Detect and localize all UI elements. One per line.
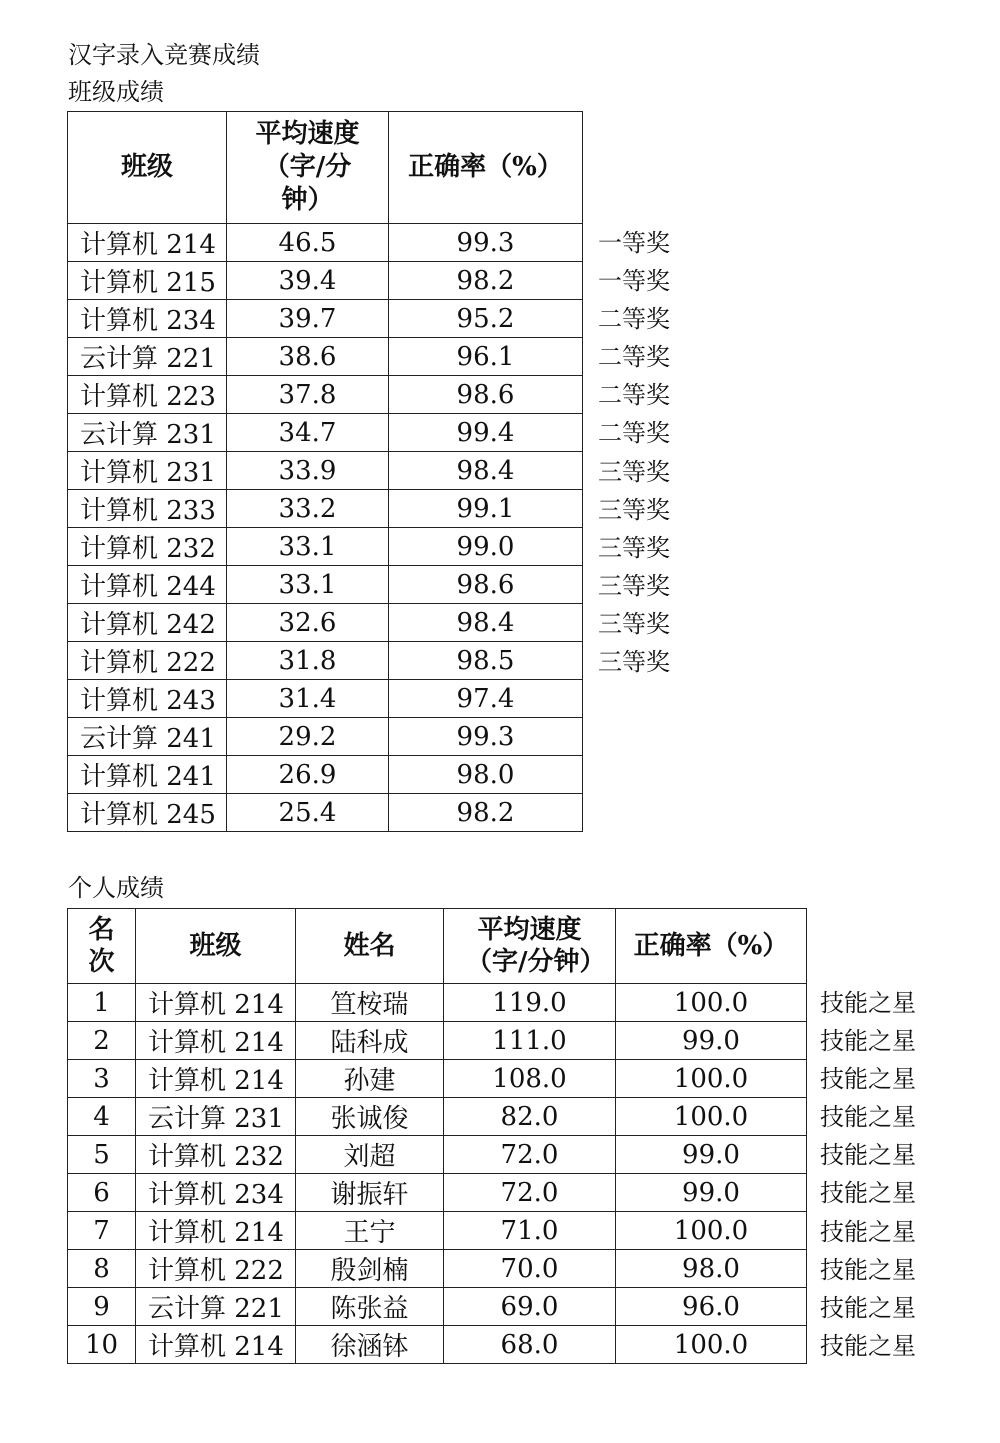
name-cell: 笪桉瑞 [296, 984, 444, 1022]
class-cell: 计算机 233 [68, 490, 227, 528]
speed-cell: 33.1 [227, 528, 389, 566]
award-label [598, 681, 670, 719]
class-cell: 计算机 234 [136, 1174, 296, 1212]
speed-cell: 82.0 [444, 1098, 616, 1136]
class-cell: 计算机 214 [136, 984, 296, 1022]
honor-label: 技能之星 [820, 1141, 916, 1170]
rank-cell: 10 [68, 1326, 136, 1364]
class-cell: 云计算 231 [136, 1098, 296, 1136]
accuracy-cell: 99.3 [389, 718, 583, 756]
name-cell: 殷剑楠 [296, 1250, 444, 1288]
award-label [598, 719, 670, 757]
table-row [68, 756, 583, 794]
speed-cell: 108.0 [444, 1060, 616, 1098]
speed-cell: 119.0 [444, 984, 616, 1022]
accuracy-cell: 97.4 [389, 680, 583, 718]
award-label: 二等奖 [598, 419, 670, 448]
class-cell: 计算机 241 [68, 756, 227, 794]
class-cell: 计算机 242 [68, 604, 227, 642]
accuracy-cell: 100.0 [616, 1060, 807, 1098]
accuracy-cell: 98.0 [616, 1250, 807, 1288]
class-cell: 计算机 222 [136, 1250, 296, 1288]
accuracy-cell: 100.0 [616, 1326, 807, 1364]
rank-cell: 5 [68, 1136, 136, 1174]
accuracy-cell: 100.0 [616, 1098, 807, 1136]
name-cell: 孙建 [296, 1060, 444, 1098]
honor-label: 技能之星 [820, 1293, 916, 1322]
table-row [68, 224, 583, 262]
table-row [68, 1212, 807, 1250]
accuracy-cell: 99.0 [389, 528, 583, 566]
speed-cell: 25.4 [227, 794, 389, 832]
name-cell: 陈张益 [296, 1288, 444, 1326]
name-cell: 刘超 [296, 1136, 444, 1174]
rank-cell: 8 [68, 1250, 136, 1288]
class-section-title: 班级成绩 [68, 78, 164, 106]
class-cell: 计算机 234 [68, 300, 227, 338]
header-speed: 平均速度（字/分钟） [227, 112, 389, 224]
accuracy-cell: 99.0 [616, 1136, 807, 1174]
award-label: 三等奖 [598, 648, 670, 677]
speed-cell: 34.7 [227, 414, 389, 452]
honor-column [820, 984, 916, 1365]
accuracy-cell: 98.2 [389, 262, 583, 300]
name-cell: 王宁 [296, 1212, 444, 1250]
table-row [68, 338, 583, 376]
personal-results-table [67, 908, 807, 1364]
accuracy-cell: 98.4 [389, 452, 583, 490]
accuracy-cell: 99.3 [389, 224, 583, 262]
header-rank: 名次 [68, 909, 136, 984]
table-row [68, 604, 583, 642]
class-cell: 云计算 221 [136, 1288, 296, 1326]
speed-cell: 72.0 [444, 1174, 616, 1212]
class-cell: 计算机 215 [68, 262, 227, 300]
speed-cell: 72.0 [444, 1136, 616, 1174]
rank-cell: 2 [68, 1022, 136, 1060]
honor-label: 技能之星 [820, 1331, 916, 1360]
table-row [68, 1060, 807, 1098]
award-label: 三等奖 [598, 571, 670, 600]
speed-cell: 33.2 [227, 490, 389, 528]
table-row [68, 490, 583, 528]
table-row [68, 680, 583, 718]
honor-label: 技能之星 [820, 1065, 916, 1094]
class-cell: 计算机 214 [136, 1212, 296, 1250]
table-header-row [68, 909, 807, 984]
accuracy-cell: 96.0 [616, 1288, 807, 1326]
class-cell: 计算机 245 [68, 794, 227, 832]
award-label [598, 757, 670, 795]
class-cell: 计算机 231 [68, 452, 227, 490]
accuracy-cell: 99.1 [389, 490, 583, 528]
award-label: 二等奖 [598, 343, 670, 372]
table-row [68, 984, 807, 1022]
speed-cell: 31.8 [227, 642, 389, 680]
award-label [598, 795, 670, 833]
speed-cell: 68.0 [444, 1326, 616, 1364]
accuracy-cell: 100.0 [616, 984, 807, 1022]
class-cell: 计算机 244 [68, 566, 227, 604]
accuracy-cell: 98.5 [389, 642, 583, 680]
class-cell: 计算机 214 [136, 1022, 296, 1060]
class-cell: 计算机 214 [136, 1060, 296, 1098]
speed-cell: 32.6 [227, 604, 389, 642]
award-label: 三等奖 [598, 457, 670, 486]
table-row [68, 1022, 807, 1060]
class-cell: 计算机 214 [136, 1326, 296, 1364]
speed-cell: 31.4 [227, 680, 389, 718]
award-label: 二等奖 [598, 381, 670, 410]
honor-label: 技能之星 [820, 1103, 916, 1132]
name-cell: 陆科成 [296, 1022, 444, 1060]
speed-cell: 37.8 [227, 376, 389, 414]
accuracy-cell: 95.2 [389, 300, 583, 338]
award-label: 三等奖 [598, 609, 670, 638]
class-cell: 云计算 231 [68, 414, 227, 452]
speed-cell: 29.2 [227, 718, 389, 756]
speed-cell: 46.5 [227, 224, 389, 262]
class-cell: 云计算 241 [68, 718, 227, 756]
accuracy-cell: 98.6 [389, 376, 583, 414]
table-row [68, 1250, 807, 1288]
speed-cell: 33.9 [227, 452, 389, 490]
award-label: 一等奖 [598, 267, 670, 296]
header-speed: 平均速度（字/分钟） [444, 909, 616, 984]
honor-label: 技能之星 [820, 1027, 916, 1056]
table-row [68, 1098, 807, 1136]
header-accuracy: 正确率（%） [616, 909, 807, 984]
award-column [598, 224, 670, 834]
table-header-row [68, 112, 583, 224]
honor-label: 技能之星 [820, 1255, 916, 1284]
table-row [68, 1136, 807, 1174]
honor-label: 技能之星 [820, 1179, 916, 1208]
award-label: 一等奖 [598, 229, 670, 257]
table-row [68, 376, 583, 414]
accuracy-cell: 98.4 [389, 604, 583, 642]
table-row [68, 528, 583, 566]
rank-cell: 6 [68, 1174, 136, 1212]
table-row [68, 1326, 807, 1364]
name-cell: 张诚俊 [296, 1098, 444, 1136]
page-title: 汉字录入竞赛成绩 [68, 41, 260, 69]
rank-cell: 9 [68, 1288, 136, 1326]
header-class: 班级 [68, 112, 227, 224]
header-class: 班级 [136, 909, 296, 984]
name-cell: 谢振轩 [296, 1174, 444, 1212]
award-label: 三等奖 [598, 533, 670, 562]
header-name: 姓名 [296, 909, 444, 984]
rank-cell: 4 [68, 1098, 136, 1136]
speed-cell: 38.6 [227, 338, 389, 376]
table-row [68, 262, 583, 300]
header-accuracy: 正确率（%） [389, 112, 583, 224]
table-row [68, 1174, 807, 1212]
class-cell: 计算机 232 [136, 1136, 296, 1174]
speed-cell: 26.9 [227, 756, 389, 794]
speed-cell: 69.0 [444, 1288, 616, 1326]
rank-cell: 3 [68, 1060, 136, 1098]
table-row [68, 414, 583, 452]
class-cell: 云计算 221 [68, 338, 227, 376]
honor-label: 技能之星 [820, 1217, 916, 1246]
accuracy-cell: 99.0 [616, 1174, 807, 1212]
class-cell: 计算机 243 [68, 680, 227, 718]
rank-cell: 7 [68, 1212, 136, 1250]
speed-cell: 39.7 [227, 300, 389, 338]
name-cell: 徐涵钵 [296, 1326, 444, 1364]
person-section-title: 个人成绩 [68, 874, 164, 902]
accuracy-cell: 99.4 [389, 414, 583, 452]
accuracy-cell: 98.0 [389, 756, 583, 794]
table-row [68, 794, 583, 832]
speed-cell: 71.0 [444, 1212, 616, 1250]
table-row [68, 1288, 807, 1326]
class-results-table [67, 111, 583, 832]
accuracy-cell: 96.1 [389, 338, 583, 376]
accuracy-cell: 100.0 [616, 1212, 807, 1250]
table-row [68, 300, 583, 338]
speed-cell: 39.4 [227, 262, 389, 300]
class-cell: 计算机 232 [68, 528, 227, 566]
award-label: 二等奖 [598, 305, 670, 334]
honor-label: 技能之星 [820, 989, 916, 1017]
speed-cell: 33.1 [227, 566, 389, 604]
rank-cell: 1 [68, 984, 136, 1022]
table-row [68, 452, 583, 490]
accuracy-cell: 99.0 [616, 1022, 807, 1060]
accuracy-cell: 98.2 [389, 794, 583, 832]
class-cell: 计算机 222 [68, 642, 227, 680]
table-row [68, 566, 583, 604]
accuracy-cell: 98.6 [389, 566, 583, 604]
class-cell: 计算机 223 [68, 376, 227, 414]
table-row [68, 718, 583, 756]
speed-cell: 111.0 [444, 1022, 616, 1060]
class-cell: 计算机 214 [68, 224, 227, 262]
table-row [68, 642, 583, 680]
speed-cell: 70.0 [444, 1250, 616, 1288]
award-label: 三等奖 [598, 495, 670, 524]
